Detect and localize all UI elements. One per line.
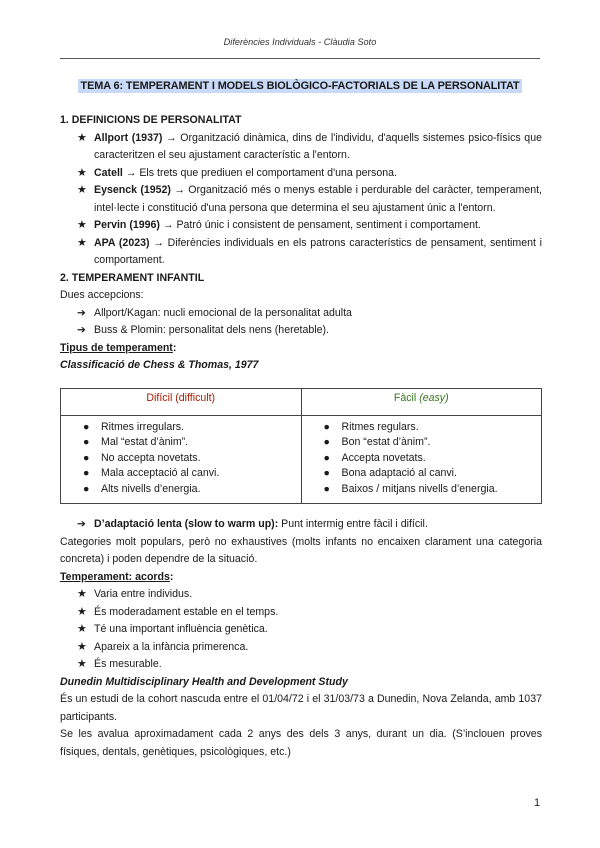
list-item: [302, 482, 541, 498]
arrow-icon: →: [170, 184, 189, 196]
header-divider: [60, 58, 540, 59]
agreement-text: Apareix a la infància primerenca.: [94, 640, 249, 653]
difficult-item: No accepta novetats.: [101, 451, 201, 464]
temperament-table: [60, 388, 542, 505]
star-icon: ★: [77, 166, 87, 179]
easy-item: Baixos / mitjans nivells d’energia.: [341, 482, 498, 495]
list-item: [61, 435, 301, 451]
bullet-icon: ●: [83, 436, 90, 448]
bullet-icon: ●: [323, 482, 330, 495]
slow-warm-up-label: D’adaptació lenta (slow to warm up):: [94, 518, 279, 530]
dunedin-heading: Dunedin Multidisciplinary Health and Development Study: [60, 675, 348, 688]
agreement-text: Varia entre individus.: [94, 588, 193, 600]
list-item: [60, 165, 542, 183]
star-icon: ★: [77, 131, 87, 144]
slow-warm-up-line: [60, 516, 542, 534]
difficult-item: Ritmes irregulars.: [101, 420, 185, 433]
page-header: Diferències Individuals - Clàudia Soto: [223, 37, 377, 47]
slow-warm-up-text: Punt intermig entre fàcil i difícil.: [278, 518, 428, 530]
agreements-heading-colon: :: [169, 570, 174, 583]
easy-item: Ritmes regulars.: [341, 420, 419, 433]
types-heading-line: [60, 340, 542, 358]
section2-heading: 2. TEMPERAMENT INFANTIL: [60, 271, 205, 284]
list-item: [302, 466, 541, 482]
types-heading-colon: :: [172, 341, 177, 354]
arrow-icon: ➔: [77, 518, 86, 530]
arrow-icon: →: [162, 131, 181, 144]
bullet-icon: ●: [83, 451, 90, 464]
list-item: [302, 435, 541, 451]
bullet-icon: ●: [83, 482, 90, 495]
definition-author: Pervin (1996): [94, 219, 160, 231]
bullet-icon: ●: [323, 420, 330, 433]
list-item: [60, 305, 542, 323]
list-item: [60, 322, 542, 340]
star-icon: ★: [77, 623, 87, 635]
list-item: [61, 451, 301, 467]
list-item: [60, 604, 542, 622]
list-item: [60, 217, 542, 235]
classification-label: Classificació de Chess & Thomas, 1977: [60, 359, 259, 371]
easy-cell: [301, 415, 541, 504]
dunedin-paragraph-1: És un estudi de la cohort nascuda entre el 01/04/72 i el 31/03/73 a Dunedin, Nova Zelanda, amb 1037 participants.: [60, 693, 542, 723]
star-icon: ★: [77, 184, 87, 196]
page-number: 1: [534, 797, 541, 809]
agreements-heading-line: [60, 569, 542, 587]
definition-text: Patró únic i consistent de pensament, sentiment i comportament.: [176, 219, 481, 231]
definition-text: Diferències individuals en els patrons característics de pensament, sentiment i comportament.: [94, 236, 542, 266]
accepcio-text: Allport/Kagan: nucli emocional de la personalitat adulta: [94, 306, 352, 319]
easy-item: Accepta novetats.: [341, 451, 426, 464]
agreement-text: És mesurable.: [94, 658, 162, 670]
difficult-header: Difícil (difficult): [61, 388, 302, 415]
easy-header-main: Fàcil: [393, 391, 420, 404]
arrow-icon: →: [149, 236, 168, 249]
arrow-icon: →: [159, 219, 177, 231]
difficult-list: [61, 420, 301, 498]
definition-author: APA (2023): [94, 236, 150, 249]
categories-paragraph: Categories molt populars, però no exhaustives (molts infants no encaixen clarament una categoria concreta) i poden dependre de la situació.: [60, 535, 542, 565]
difficult-item: Mal “estat d’ànim”.: [101, 436, 189, 448]
definition-author: Eysenck (1952): [94, 184, 171, 196]
bullet-icon: ●: [83, 467, 90, 479]
star-icon: ★: [77, 219, 87, 231]
star-icon: ★: [77, 658, 87, 670]
easy-item: Bon “estat d’ànim”.: [341, 436, 431, 448]
list-item: [302, 420, 541, 436]
bullet-icon: ●: [83, 420, 90, 433]
star-icon: ★: [77, 588, 87, 600]
star-icon: ★: [77, 236, 87, 249]
list-item: [60, 130, 542, 165]
bullet-icon: ●: [323, 451, 330, 464]
definition-text: Organització més o menys estable i perdurable del caràcter, temperament, intel·lecte i constitució d'una persona que determina el seu ajustament únic a l'entorn.: [94, 184, 543, 214]
difficult-cell: [61, 415, 302, 504]
dunedin-paragraph-2: Se les avalua aproximadament cada 2 anys des dels 3 anys, durant un dia. (S’inclouen proves físiques, dentals, genètiques, psicològiques, etc.): [60, 728, 542, 758]
arrow-icon: ➔: [77, 324, 86, 336]
definition-author: Allport (1937): [94, 131, 163, 144]
accepcions-list: [60, 305, 542, 340]
definitions-list: [60, 130, 542, 270]
definition-text: Els trets que prediuen el comportament d'una persona.: [139, 166, 397, 179]
title-wrap: [0, 79, 600, 93]
arrow-icon: ➔: [77, 306, 86, 319]
list-item: [61, 482, 301, 498]
easy-item: Bona adaptació al canvi.: [341, 467, 457, 479]
agreements-heading: Temperament: acords: [60, 570, 170, 583]
accepcions-intro: Dues accepcions:: [60, 289, 144, 301]
definition-text: Organització dinàmica, dins de l'individu, d'aquells sistemes psico-físics que caracteritzen el seu ajustament característic a l'entorn.: [94, 131, 542, 161]
easy-list: [302, 420, 541, 498]
list-item: [60, 639, 542, 657]
section1-heading: 1. DEFINICIONS DE PERSONALITAT: [60, 114, 242, 126]
arrow-icon: →: [122, 166, 140, 179]
list-item: [61, 466, 301, 482]
bullet-icon: ●: [323, 467, 330, 479]
difficult-item: Alts nivells d’energia.: [101, 482, 201, 495]
types-heading: Tipus de temperament: [60, 341, 173, 354]
agreement-text: És moderadament estable en el temps.: [94, 605, 279, 618]
bullet-icon: ●: [323, 436, 330, 448]
difficult-item: Mala acceptació al canvi.: [101, 467, 220, 479]
document-body: [60, 112, 542, 761]
accepcio-text: Buss & Plomin: personalitat dels nens (heretable).: [94, 324, 329, 336]
document-title: TEMA 6: TEMPERAMENT I MODELS BIOLÒGICO-FACTORIALS DE LA PERSONALITAT: [78, 79, 523, 93]
list-item: [60, 182, 542, 217]
star-icon: ★: [77, 640, 87, 653]
list-item: [60, 586, 542, 604]
list-item: [61, 420, 301, 436]
list-item: [60, 235, 542, 270]
easy-header-sub: (easy): [419, 391, 449, 404]
list-item: [302, 451, 541, 467]
star-icon: ★: [77, 605, 87, 618]
list-item: [60, 621, 542, 639]
easy-header: [301, 388, 541, 415]
agreement-text: Té una important influència genètica.: [94, 623, 268, 635]
definition-author: Catell: [94, 166, 123, 179]
agreements-list: [60, 586, 542, 674]
list-item: [60, 656, 542, 674]
